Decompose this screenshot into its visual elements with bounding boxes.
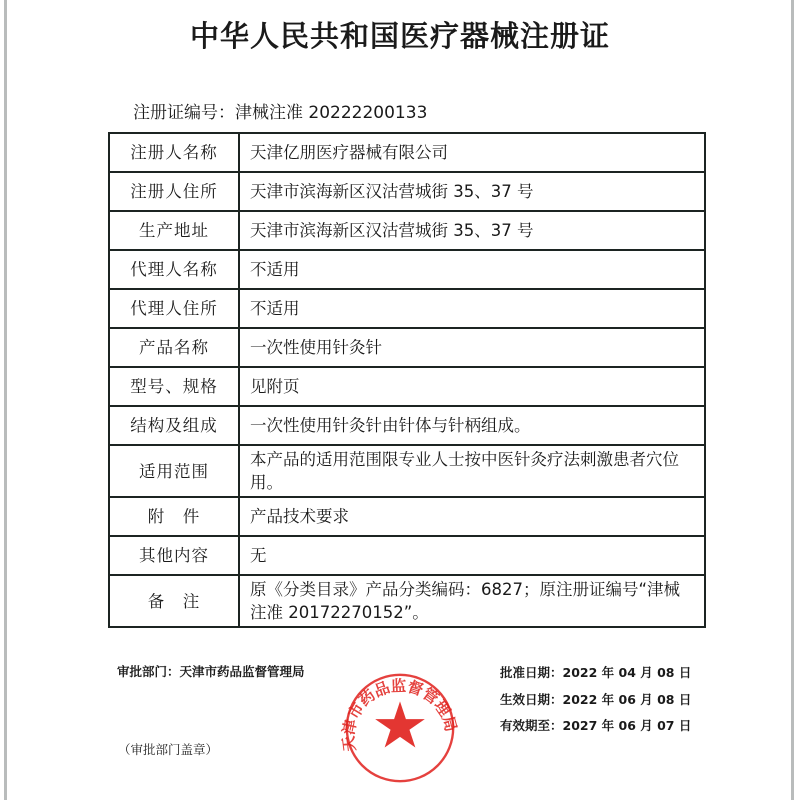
field-label: 代理人名称 [109, 250, 239, 289]
field-value: 无 [239, 536, 705, 575]
field-value: 一次性使用针灸针 [239, 328, 705, 367]
field-label: 代理人住所 [109, 289, 239, 328]
field-label: 生产地址 [109, 211, 239, 250]
field-value: 一次性使用针灸针由针体与针柄组成。 [239, 406, 705, 445]
field-label: 备 注 [109, 575, 239, 627]
field-label: 其他内容 [109, 536, 239, 575]
table-row [109, 211, 705, 250]
page-edge-right [791, 0, 794, 800]
table-row [109, 536, 705, 575]
field-label: 注册人住所 [109, 172, 239, 211]
expiry-date: 有效期至：2027 年 06 月 07 日 [500, 718, 692, 733]
table-row [109, 133, 705, 172]
registration-number [133, 98, 427, 123]
certificate-table [108, 132, 706, 628]
field-value: 原《分类目录》产品分类编码：6827；原注册证编号“津械注准 20172270152”。 [239, 575, 705, 627]
table-row [109, 328, 705, 367]
document-title: 中华人民共和国医疗器械注册证 [189, 19, 610, 53]
field-value: 本产品的适用范围限专业人士按中医针灸疗法刺激患者穴位用。 [239, 445, 705, 497]
table-row [109, 575, 705, 627]
table-row [109, 497, 705, 536]
page-edge-left [4, 0, 7, 800]
approval-date: 批准日期：2022 年 04 月 08 日 [500, 665, 692, 680]
official-seal-stamp [335, 668, 465, 788]
field-label: 结构及组成 [109, 406, 239, 445]
table-row [109, 289, 705, 328]
field-label: 适用范围 [109, 445, 239, 497]
field-value: 天津市滨海新区汉沽营城街 35、37 号 [239, 211, 705, 250]
department-seal-label: （审批部门盖章） [118, 742, 219, 757]
table-row [109, 367, 705, 406]
field-label: 注册人名称 [109, 133, 239, 172]
effective-date: 生效日期：2022 年 06 月 08 日 [500, 692, 692, 707]
table-row [109, 250, 705, 289]
field-label: 产品名称 [109, 328, 239, 367]
table-row [109, 406, 705, 445]
svg-text:天津市药品监督管理局: 天津市药品监督管理局 [339, 676, 461, 753]
field-value: 天津市滨海新区汉沽营城街 35、37 号 [239, 172, 705, 211]
field-value: 天津亿朋医疗器械有限公司 [239, 133, 705, 172]
approval-department: 审批部门：天津市药品监督管理局 [117, 664, 305, 679]
table-row [109, 445, 705, 497]
reg-no-label: 注册证编号： [133, 103, 235, 123]
field-value: 见附页 [239, 367, 705, 406]
field-value: 不适用 [239, 250, 705, 289]
field-label: 附 件 [109, 497, 239, 536]
field-label: 型号、规格 [109, 367, 239, 406]
reg-no-value: 津械注准 20222200133 [235, 103, 428, 123]
field-value: 不适用 [239, 289, 705, 328]
field-value: 产品技术要求 [239, 497, 705, 536]
table-row [109, 172, 705, 211]
